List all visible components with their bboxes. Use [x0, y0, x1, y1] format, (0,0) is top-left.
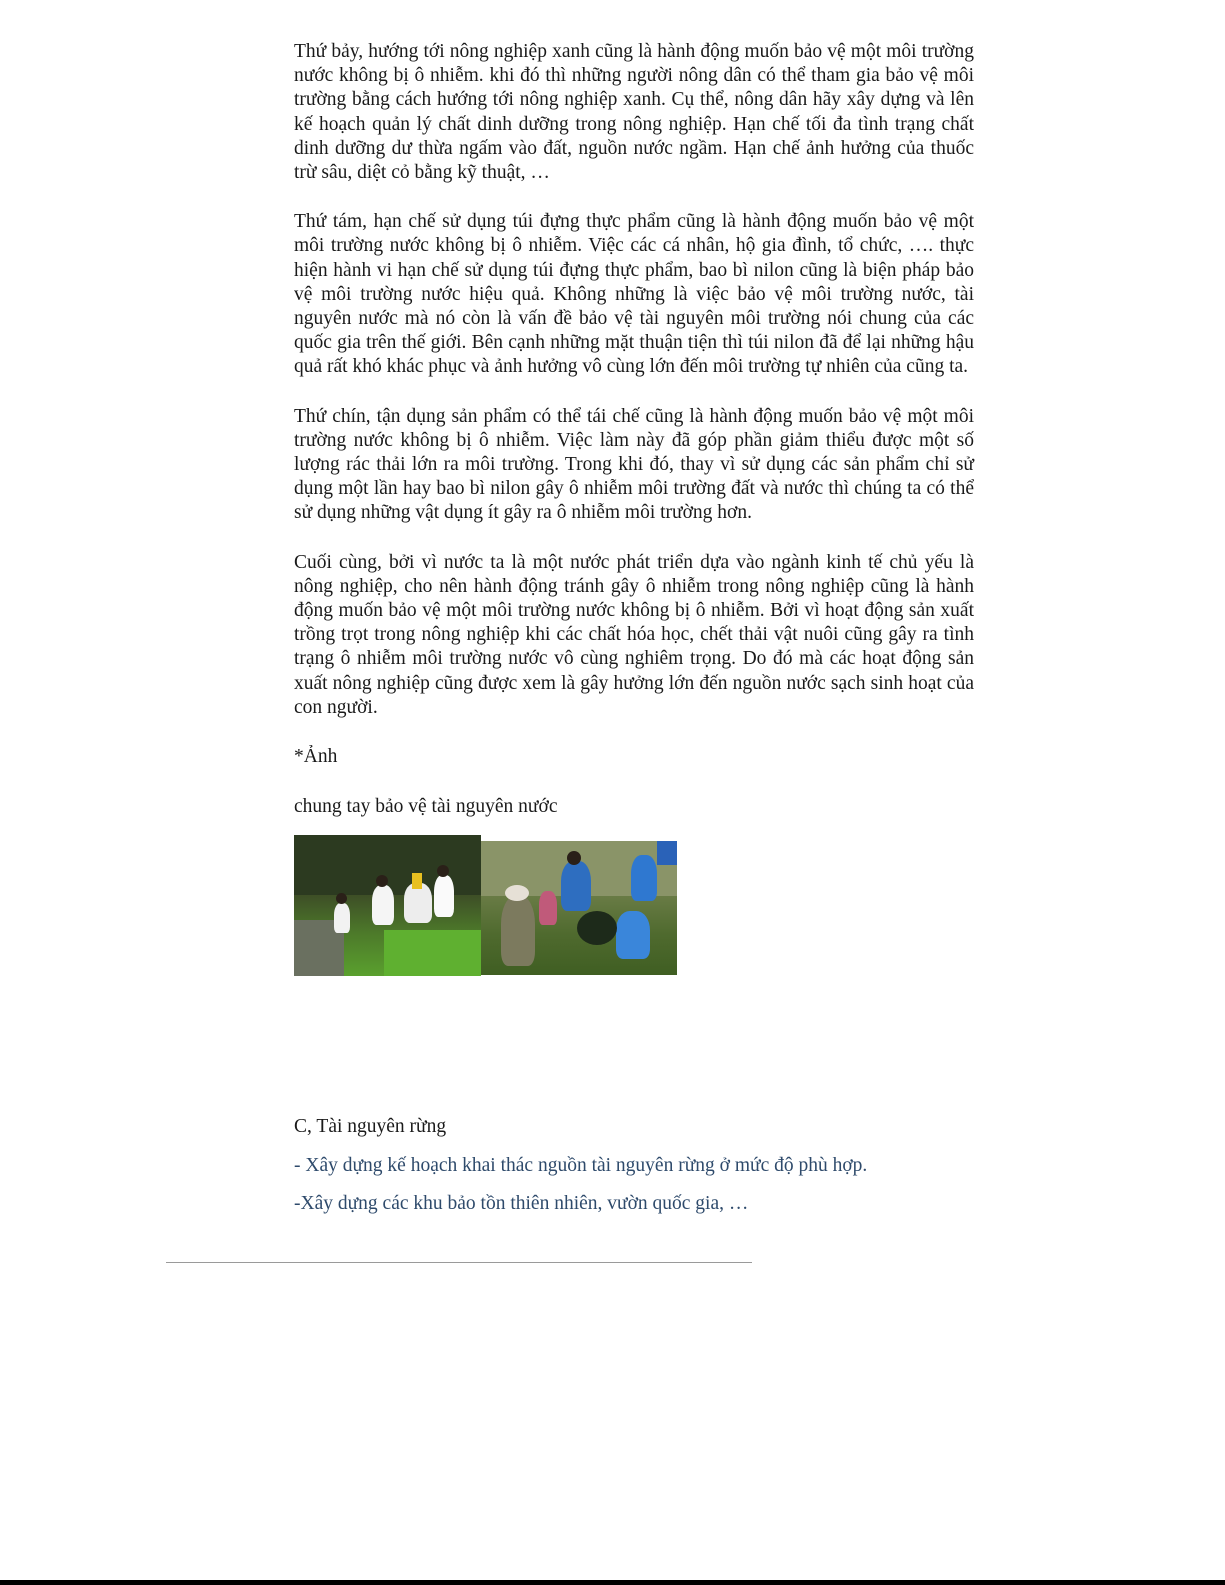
page-divider [166, 1262, 752, 1263]
image-caption: chung tay bảo vệ tài nguyên nước [294, 796, 558, 818]
section-title-forest-resources: C, Tài nguyên rừng [294, 1116, 447, 1137]
river-cleanup-photo-left [294, 835, 481, 976]
paragraph-green-agriculture: Thứ bảy, hướng tới nông nghiệp xanh cũng là hành động muốn bảo vệ một môi trường nước không bị ô nhiễm. khi đó thì những người nông dân có thể tham gia bảo vệ môi trường bằng cách hướng tới nông nghiệp xanh. Cụ thể, nông dân hãy xây dựng và lên kế hoạch quản lý chất dinh dưỡng trong nông nghiệp. Hạn chế tối đa tình trạng chất dinh dưỡng dư thừa ngấm vào đất, nguồn nước ngầm. Hạn chế ảnh hưởng của thuốc trừ sâu, diệt cỏ bằng kỹ thuật, … [294, 41, 974, 184]
water-protection-photos [294, 835, 679, 979]
river-cleanup-photo-right [481, 841, 677, 975]
document-body [294, 40, 974, 979]
page-bottom-edge [0, 1580, 1225, 1585]
bullet-nature-reserves: -Xây dựng các khu bảo tồn thiên nhiên, vườn quốc gia, … [294, 1193, 749, 1214]
paragraph-agriculture-pollution: Cuối cùng, bởi vì nước ta là một nước phát triển dựa vào ngành kinh tế chủ yếu là nông nghiệp, cho nên hành động tránh gây ô nhiễm trong nông nghiệp cũng là hành động muốn bảo vệ một môi trường nước không bị ô nhiễm. Bởi vì hoạt động sản xuất trồng trọt trong nông nghiệp khi các chất hóa học, chết thải vật nuôi cũng gây ra tình trạng ô nhiễm môi trường nước vô cùng nghiêm trọng. Do đó mà các hoạt động sản xuất nông nghiệp cũng được xem là gây hưởng lớn đến nguồn nước sạch sinh hoạt của con người. [294, 551, 974, 718]
paragraph-recycling: Thứ chín, tận dụng sản phẩm có thể tái chế cũng là hành động muốn bảo vệ một môi trường nước không bị ô nhiễm. Việc làm này đã góp phần giảm thiểu được một số lượng rác thải lớn ra môi trường. Trong khi đó, thay vì sử dụng các sản phẩm chỉ sử dụng một lần hay bao bì nilon gây ô nhiễm môi trường đất và nước thì chúng ta có thể sử dụng những vật dụng ít gây ra ô nhiễm môi trường hơn. [294, 405, 974, 524]
image-heading: *Ảnh [294, 746, 338, 768]
bullet-forest-exploitation-plan: - Xây dựng kế hoạch khai thác nguồn tài nguyên rừng ở mức độ phù hợp. [294, 1155, 868, 1176]
paragraph-limit-plastic-bags: Thứ tám, hạn chế sử dụng túi đựng thực phẩm cũng là hành động muốn bảo vệ một môi trường nước không bị ô nhiễm. Việc các cá nhân, hộ gia đình, tổ chức, …. thực hiện hành vi hạn chế sử dụng túi đựng thực phẩm, bao bì nilon cũng là biện pháp bảo vệ môi trường nước hiệu quả. Không những là việc bảo vệ môi trường nước, tài nguyên nước mà nó còn là vấn đề bảo vệ tài nguyên môi trường nói chung của các quốc gia trên thế giới. Bên cạnh những mặt thuận tiện thì túi nilon đã để lại những hậu quả rất khó khác phục và ảnh hưởng vô cùng lớn đến môi trường tự nhiên của cũng ta. [294, 211, 974, 378]
